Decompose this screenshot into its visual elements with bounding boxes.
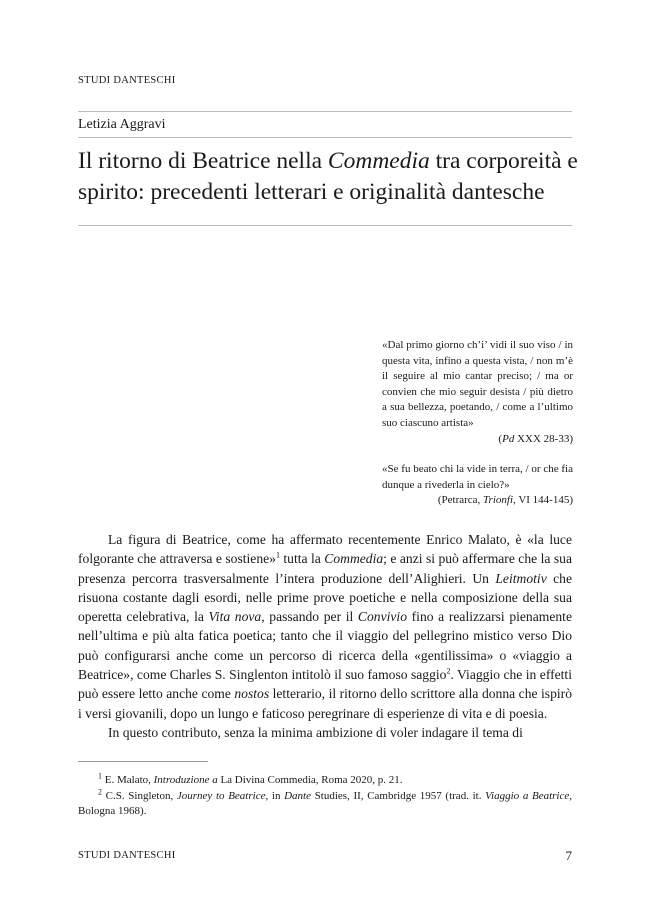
author-rule bbox=[78, 137, 572, 138]
body-paragraph: La figura di Beatrice, come ha affermato recentemente Enrico Malato, è «la luce folgorante che attraversa e sostiene»$^1$ tutta la Commedia; e anzi si può affermare che la sua presenza percorra trasversalmente l’intera produzione dell’Alighieri. Un Leitmotiv che risuona costante dagli esordi, nelle prime prove poetiche e nella composizione della sua operetta celebrativa, la Vita nova, passando per il Convivio fino a realizzarsi pienamente nell’ultima e più alta fatica poetica; tanto che il viaggio del pellegrino mistico verso Dio può configurarsi anche come un percorso di ricerca della «gentilissima» o «viaggio a Beatrice», come Charles S. Singlenton intitolò il suo famoso saggio$^2$. Viaggio che in effetti può essere letto anche come nostos letterario, il ritorno dello scrittore alla donna che ispirò i versi giovanili, dopo un lungo e faticoso peregrinare di esperienze di vita e di poesia. bbox=[78, 532, 573, 721]
epigraph-dante bbox=[382, 338, 573, 447]
article-body bbox=[78, 530, 572, 742]
author-name: Letizia Aggravi bbox=[78, 117, 166, 132]
header-rule bbox=[78, 111, 572, 112]
footnote: $^1$ E. Malato, Introduzione a La Divina Commedia, Roma 2020, p. 21. bbox=[98, 771, 403, 786]
running-footer: STUDI DANTESCHI bbox=[78, 850, 176, 861]
title-rule bbox=[78, 225, 572, 226]
epigraph-source: (Petrarca, Trionfi, VI 144-145) bbox=[437, 494, 573, 507]
footnote-ref[interactable]: 1 bbox=[275, 550, 280, 560]
epigraph-text: «Se fu beato chi la vide in terra, / or che fia dunque a rivederla in cielo?» bbox=[382, 463, 573, 491]
footnote: $^2$ C.S. Singleton, Journey to Beatrice, in Dante Studies, II, Cambridge 1957 (trad. it. Viaggio a Beatrice, Bologna 1968). bbox=[78, 786, 572, 817]
footnote-ref[interactable]: 2 bbox=[446, 666, 451, 676]
epigraph-text: «Dal primo giorno ch’i’ vidi il suo viso / in questa vita, infino a questa vista, / non m’è il seguire al mio cantar preciso; / ma or convien che mio seguir desista / più dietro a sua bellezza, poetando, / come a l’ultimo suo ciascuno artista» bbox=[382, 339, 573, 429]
article-title: Il ritorno di Beatrice nella Commedia tra corporeità e spirito: precedenti letterari e originalità dantesche bbox=[78, 148, 578, 205]
body-paragraph: In questo contributo, senza la minima ambizione di voler indagare il tema di bbox=[108, 724, 523, 740]
footnotes bbox=[78, 773, 572, 820]
epigraph-source: (Pd XXX 28-33) bbox=[498, 432, 573, 445]
footnote-rule bbox=[78, 761, 208, 762]
page-number: 7 bbox=[565, 848, 572, 863]
running-header: STUDI DANTESCHI bbox=[78, 75, 176, 86]
epigraph-petrarca bbox=[382, 462, 573, 509]
